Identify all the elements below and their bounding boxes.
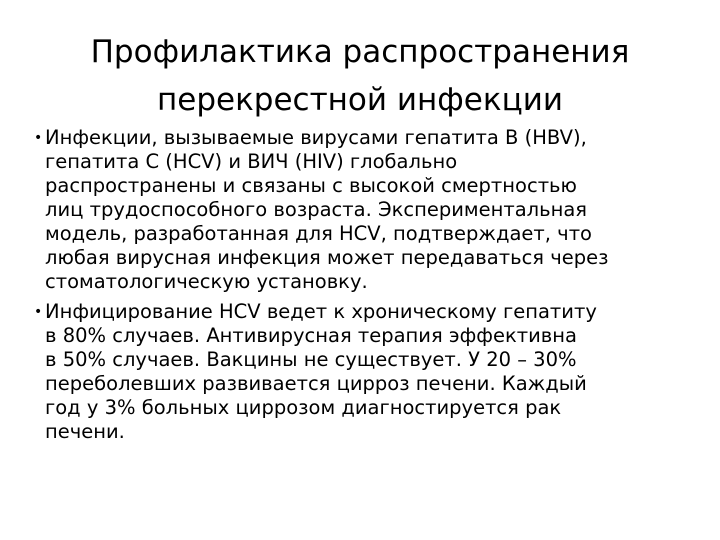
title-line: Профилактика распространения <box>90 34 630 70</box>
body-paragraph-2 <box>34 300 695 444</box>
body-line: год у 3% больных циррозом диагностируется рак <box>45 396 562 419</box>
body-line: в 80% случаев. Антивирусная терапия эффективна <box>45 324 577 347</box>
body-line: печени. <box>45 420 125 443</box>
body-line: гепатита С (HCV) и ВИЧ (HIV) глобально <box>45 150 458 173</box>
body-line: Инфекции, вызываемые вирусами гепатита В (HBV), <box>45 126 587 149</box>
body-line: лиц трудоспособного возраста. Экспериментальная <box>45 198 588 221</box>
slide-title <box>40 28 680 124</box>
body-line: любая вирусная инфекция может передаваться через <box>45 246 609 269</box>
slide-body <box>34 126 695 450</box>
body-line: Инфицирование HCV ведет к хроническому гепатиту <box>45 300 597 323</box>
body-paragraph-1 <box>34 126 695 294</box>
bullet-icon: • <box>34 130 43 146</box>
body-line: переболевших развивается цирроз печени. Каждый <box>45 372 587 395</box>
bullet-icon: • <box>34 304 43 320</box>
body-line: модель, разработанная для HCV, подтверждает, что <box>45 222 592 245</box>
body-line: в 50% случаев. Вакцины не существует. У 20 – 30% <box>45 348 577 371</box>
body-line: стоматологическую установку. <box>45 270 368 293</box>
title-line: перекрестной инфекции <box>156 82 563 118</box>
body-line: распространены и связаны с высокой смертностью <box>45 174 577 197</box>
